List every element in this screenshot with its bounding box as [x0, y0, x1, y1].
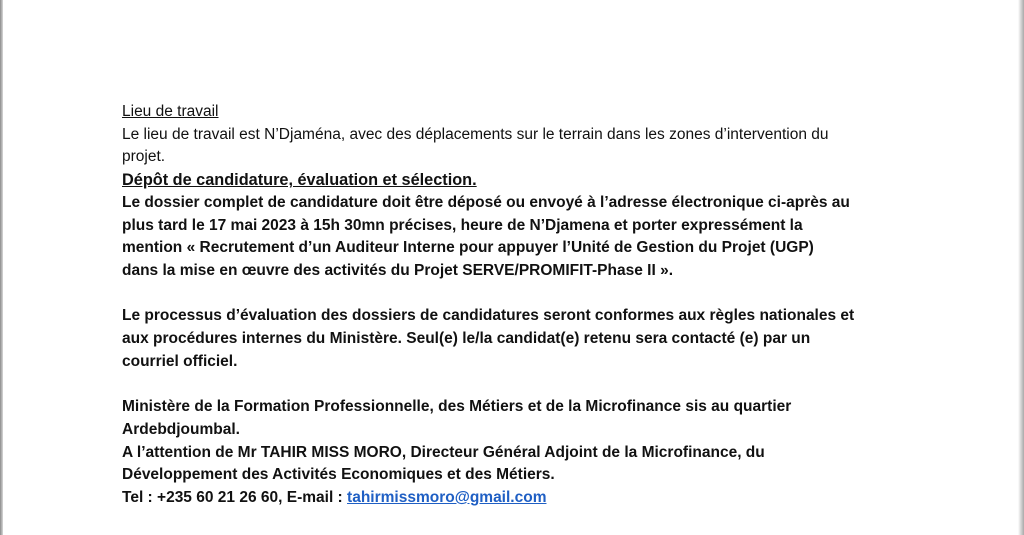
work-location-line-1: Le lieu de travail est N’Djaména, avec des déplacements sur le terrain dans les zones d’intervention du: [122, 125, 829, 143]
contact-line-4: Développement des Activités Economiques et des Métiers.: [122, 466, 555, 484]
work-location-line-2: projet.: [122, 148, 166, 166]
contact-line-2: Ardebdjoumbal.: [122, 420, 240, 438]
email-link[interactable]: tahirmissmoro@gmail.com: [347, 488, 547, 506]
application-paragraph-1-line-3: mention « Recrutement d’un Auditeur Interne pour appuyer l’Unité de Gestion du Projet (UGP): [122, 239, 814, 257]
contact-tel-email-line: [122, 487, 914, 510]
contact-line-3: A l’attention de Mr TAHIR MISS MORO, Directeur Général Adjoint de la Microfinance, du: [122, 443, 765, 461]
contact-line-1: Ministère de la Formation Professionnelle, des Métiers et de la Microfinance sis au quartier: [122, 398, 792, 416]
paragraph-spacer: [122, 373, 914, 396]
application-paragraph-1-line-4: dans la mise en œuvre des activités du Projet SERVE/PROMIFIT-Phase II ».: [122, 261, 674, 279]
contact-tel-prefix: Tel : +235 60 21 26 60, E-mail :: [122, 488, 348, 506]
work-location-heading: Lieu de travail: [122, 103, 219, 120]
page-right-edge: [1018, 0, 1024, 535]
application-paragraph-2-line-2: aux procédures internes du Ministère. Seul(e) le/la candidat(e) retenu sera contacté (e) par un: [122, 330, 811, 348]
application-paragraph-2-line-3: courriel officiel.: [122, 352, 238, 370]
paragraph-spacer: [122, 283, 914, 306]
application-paragraph-1-line-1: Le dossier complet de candidature doit être déposé ou envoyé à l’adresse électronique ci-après au: [122, 193, 850, 211]
application-paragraph-1-line-2: plus tard le 17 mai 2023 à 15h 30mn précises, heure de N’Djamena et porter expressément la: [122, 216, 803, 234]
page-left-edge: [0, 0, 3, 535]
application-heading: Dépôt de candidature, évaluation et sélection.: [122, 171, 477, 190]
document-body: [122, 101, 914, 510]
application-paragraph-2-line-1: Le processus d’évaluation des dossiers de candidatures seront conformes aux règles nationales et: [122, 307, 855, 325]
